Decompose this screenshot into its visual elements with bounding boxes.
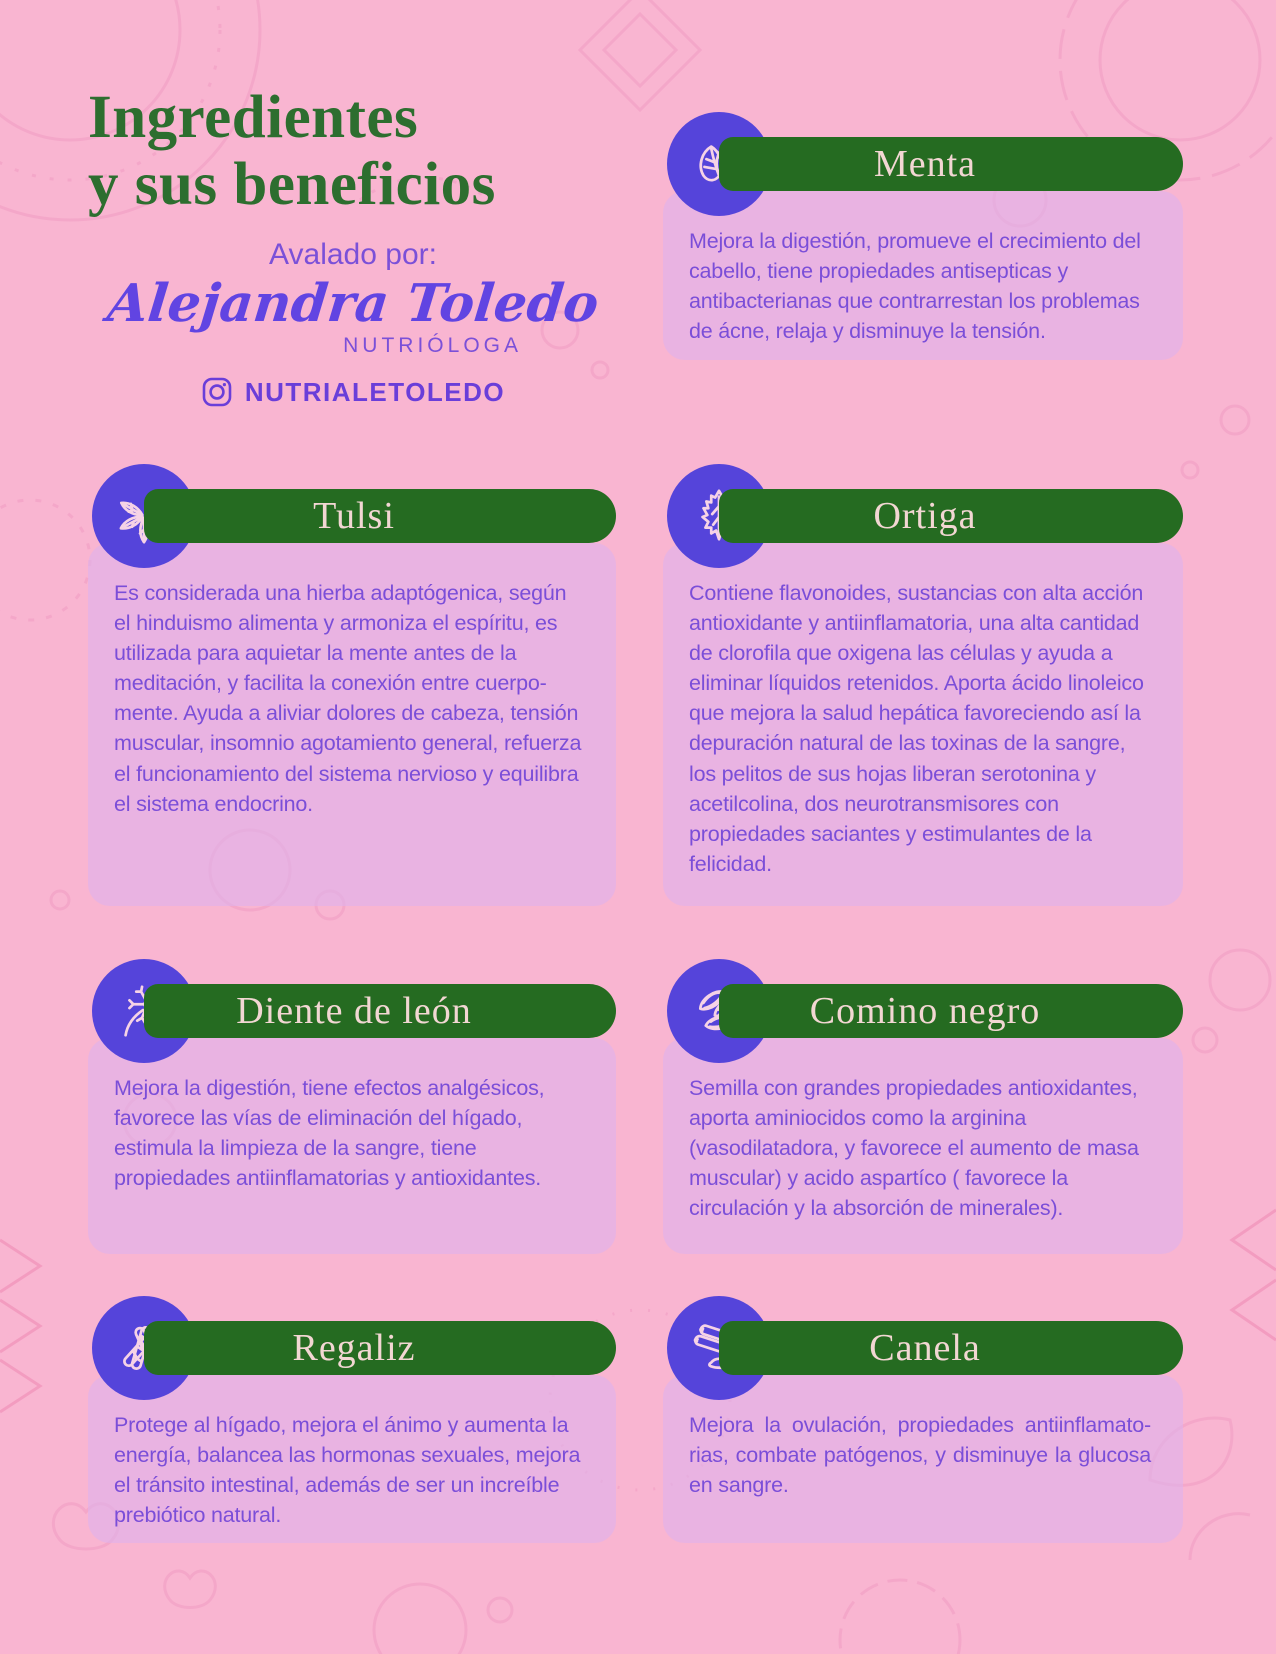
card-canela bbox=[663, 1296, 1183, 1543]
card-comino-negro-title-bar bbox=[719, 984, 1183, 1038]
card-ortiga-body-panel bbox=[663, 543, 1183, 906]
card-diente-de-leon-header bbox=[88, 959, 616, 1063]
endorser-signature: Alejandra Toledo bbox=[104, 273, 602, 335]
card-regaliz-header bbox=[88, 1296, 616, 1400]
instagram-row bbox=[88, 376, 618, 408]
card-body-text: Contiene flavonoides, sustancias con alta acción antioxidante y antiinflamatoria, una alta cantidad de clorofila que oxigena las células y ayuda a eliminar líquidos retenidos. Aporta ácido linoleico que mejora la salud hepática favoreciendo así la depuración natural de las toxinas de la sangre, los pelitos de sus hojas liberan serotonina y acetilcolina, dos neurotransmisores con propiedades saciantes y estimulantes de la felicidad. bbox=[689, 581, 1144, 876]
card-body-text: Protege al hígado, mejora el ánimo y aumenta la energía, balancea las hormonas sexuales, mejora el tránsito intestinal, además de ser un increíble prebiótico natural. bbox=[114, 1413, 581, 1528]
card-comino-negro bbox=[663, 959, 1183, 1254]
card-body-text: Mejora la digestión, promueve el crecimiento del cabello, tiene propiedades antisepticas y antibacterianas que contrarrestan los problemas de ácne, relaja y disminuye la tensión. bbox=[689, 229, 1141, 344]
card-title: Regaliz bbox=[292, 1327, 416, 1369]
card-regaliz bbox=[88, 1296, 616, 1543]
instagram-icon bbox=[201, 376, 233, 408]
endorsement-label: Avalado por: bbox=[269, 238, 437, 272]
black-cumin-seeds-header bbox=[663, 959, 1183, 1063]
card-ortiga bbox=[663, 464, 1183, 906]
card-regaliz-title-bar bbox=[144, 1321, 616, 1375]
card-title: Diente de león bbox=[236, 990, 472, 1032]
card-body-text: Mejora la ovulación, propiedades antiinflamato-rias, combate patógenos, y disminuye la glucosa en sangre. bbox=[689, 1413, 1151, 1498]
card-body-text: Mejora la digestión, tiene efectos analgésicos, favorece las vías de eliminación del hígado, estimula la limpieza de la sangre, tiene propiedades antiinflamatorias y antioxidantes. bbox=[114, 1076, 545, 1191]
card-canela-header bbox=[663, 1296, 1183, 1400]
page-title-line2: y sus beneficios bbox=[88, 151, 496, 219]
card-regaliz-body-panel bbox=[88, 1375, 616, 1543]
card-ortiga-header bbox=[663, 464, 1183, 568]
card-tulsi-body-panel bbox=[88, 543, 616, 906]
card-tulsi-title-bar bbox=[144, 489, 616, 543]
card-title: Menta bbox=[873, 143, 977, 185]
card-menta bbox=[663, 112, 1183, 360]
card-title: Tulsi bbox=[313, 495, 395, 537]
card-diente-de-leon bbox=[88, 959, 616, 1254]
card-title: Comino negro bbox=[809, 990, 1041, 1032]
card-comino-negro-body-panel bbox=[663, 1038, 1183, 1254]
card-menta-title-bar bbox=[719, 137, 1183, 191]
card-diente-de-leon-body-panel bbox=[88, 1038, 616, 1254]
endorser-title: NUTRIÓLOGA bbox=[343, 334, 522, 358]
intro-block bbox=[88, 84, 618, 408]
card-canela-title-bar bbox=[719, 1321, 1183, 1375]
card-tulsi-header bbox=[88, 464, 616, 568]
card-title: Canela bbox=[869, 1327, 981, 1369]
card-canela-body-panel bbox=[663, 1375, 1183, 1543]
page-title-line1: Ingredientes bbox=[88, 84, 419, 151]
page-title bbox=[88, 84, 618, 218]
card-body-text: Es considerada una hierba adaptógenica, según el hinduismo alimenta y armoniza el espíritu, es utilizada para aquietar la mente antes de la meditación, y facilita la conexión entre cuerpo-mente. Ayuda a aliviar dolores de cabeza, tensión muscular, insomnio agotamiento general, refuerza el funcionamiento del sistema nervioso y equilibra el sistema endocrino. bbox=[114, 581, 582, 816]
card-menta-header bbox=[663, 112, 1183, 216]
card-body-text: Semilla con grandes propiedades antioxidantes, aporta aminiocidos como la arginina (vasodilatadora, y favorece el aumento de masa muscular) y acido aspartíco ( favorece la circulación y la absorción de minerales). bbox=[689, 1076, 1139, 1221]
card-diente-de-leon-title-bar bbox=[144, 984, 616, 1038]
card-ortiga-title-bar bbox=[719, 489, 1183, 543]
card-title: Ortiga bbox=[873, 495, 977, 537]
card-menta-body-panel bbox=[663, 191, 1183, 360]
card-tulsi bbox=[88, 464, 616, 906]
instagram-handle: NUTRIALETOLEDO bbox=[244, 376, 506, 407]
